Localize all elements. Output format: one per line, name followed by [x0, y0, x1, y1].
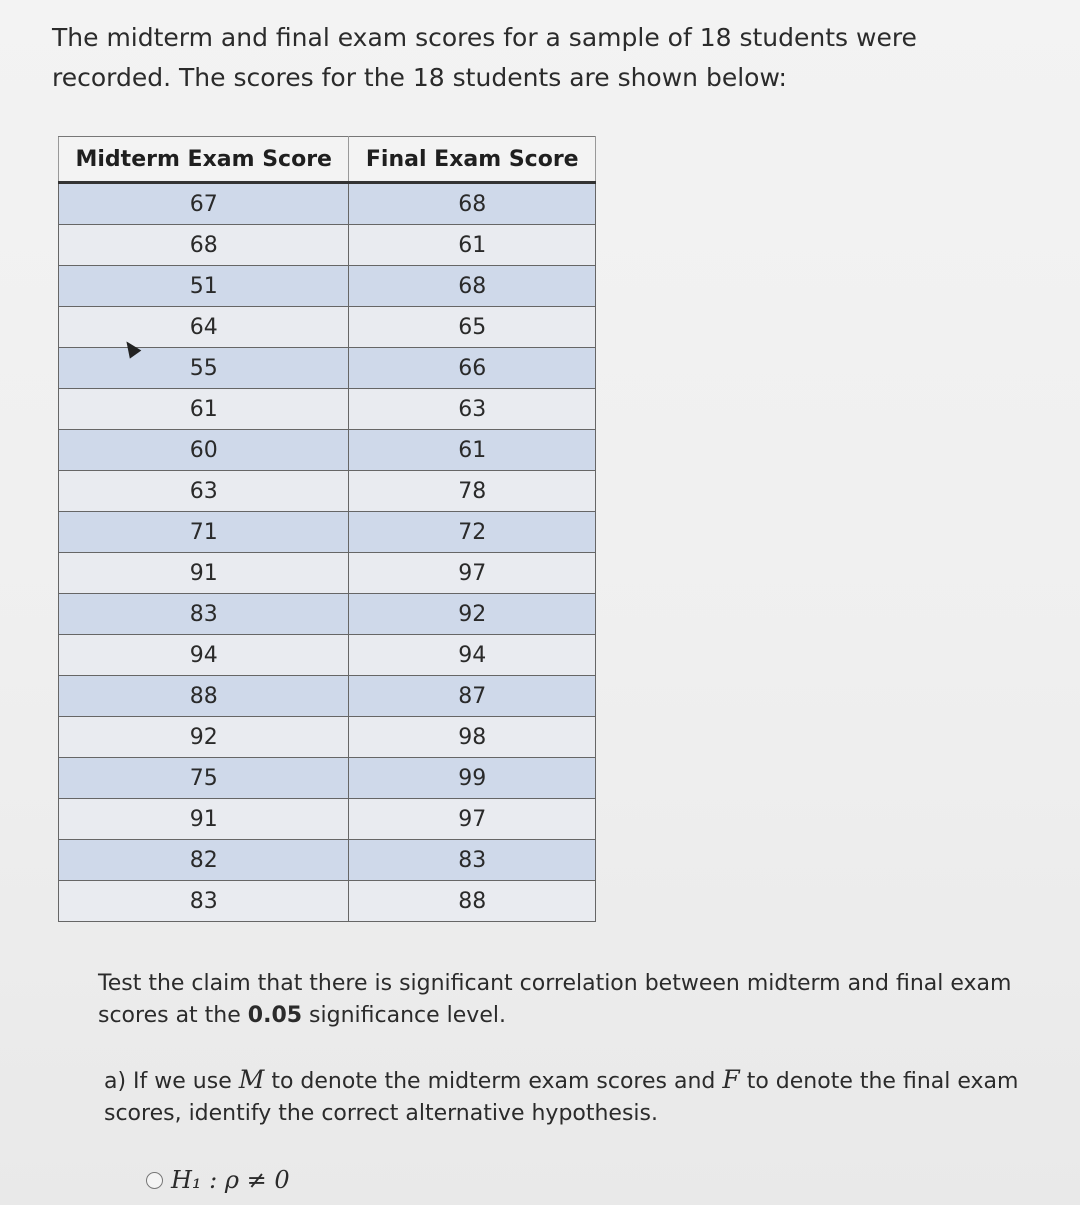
- table-row: [59, 471, 596, 512]
- midterm-score-cell: 68: [59, 225, 349, 266]
- table-row: [59, 840, 596, 881]
- table-row: [59, 799, 596, 840]
- midterm-score-cell: 55: [59, 348, 349, 389]
- midterm-score-cell: 91: [59, 799, 349, 840]
- final-score-cell: 92: [349, 594, 596, 635]
- table-row: [59, 676, 596, 717]
- significance-level: 0.05: [247, 1003, 303, 1028]
- question-part-1: a) If we use: [104, 1069, 239, 1094]
- midterm-score-cell: 64: [59, 307, 349, 348]
- midterm-score-cell: 82: [59, 840, 349, 881]
- midterm-score-cell: 67: [59, 183, 349, 225]
- table-row: [59, 512, 596, 553]
- table-row: [59, 183, 596, 225]
- scores-table: [58, 136, 596, 922]
- final-score-cell: 99: [349, 758, 596, 799]
- table-row: [59, 430, 596, 471]
- question-text: [104, 1064, 1034, 1130]
- table-row: [59, 225, 596, 266]
- midterm-score-cell: 83: [59, 594, 349, 635]
- question-part-3: to denote the final exam scores, identify the correct alternative hypothesis.: [104, 1069, 1019, 1126]
- midterm-score-cell: 92: [59, 717, 349, 758]
- midterm-score-cell: 51: [59, 266, 349, 307]
- final-score-cell: 83: [349, 840, 596, 881]
- final-score-cell: 98: [349, 717, 596, 758]
- table-row: [59, 881, 596, 922]
- final-score-cell: 87: [349, 676, 596, 717]
- hypothesis-option-label: H₁ : ρ ≠ 0: [171, 1166, 290, 1194]
- final-score-cell: 88: [349, 881, 596, 922]
- table-row: [59, 553, 596, 594]
- final-score-cell: 65: [349, 307, 596, 348]
- table-body: [59, 183, 596, 922]
- claim-text: [98, 968, 1028, 1032]
- table-row: [59, 389, 596, 430]
- table-row: [59, 758, 596, 799]
- table-row: [59, 594, 596, 635]
- question-part-2: to denote the midterm exam scores and: [264, 1069, 723, 1094]
- variable-f: F: [722, 1065, 740, 1094]
- final-score-cell: 68: [349, 266, 596, 307]
- final-score-cell: 68: [349, 183, 596, 225]
- final-score-cell: 66: [349, 348, 596, 389]
- header-midterm: Midterm Exam Score: [59, 137, 349, 183]
- table-row: [59, 307, 596, 348]
- table-header-row: [59, 137, 596, 183]
- table-row: [59, 266, 596, 307]
- final-score-cell: 97: [349, 799, 596, 840]
- claim-text-end: significance level.: [302, 1003, 506, 1028]
- final-score-cell: 61: [349, 225, 596, 266]
- midterm-score-cell: 61: [59, 389, 349, 430]
- table-row: [59, 717, 596, 758]
- final-score-cell: 94: [349, 635, 596, 676]
- hypothesis-option-1[interactable]: [146, 1166, 290, 1194]
- midterm-score-cell: 83: [59, 881, 349, 922]
- midterm-score-cell: 63: [59, 471, 349, 512]
- header-final: Final Exam Score: [349, 137, 596, 183]
- midterm-score-cell: 88: [59, 676, 349, 717]
- midterm-score-cell: 75: [59, 758, 349, 799]
- final-score-cell: 72: [349, 512, 596, 553]
- variable-m: M: [238, 1065, 265, 1094]
- final-score-cell: 78: [349, 471, 596, 512]
- midterm-score-cell: 60: [59, 430, 349, 471]
- midterm-score-cell: 71: [59, 512, 349, 553]
- midterm-score-cell: 94: [59, 635, 349, 676]
- scores-table-container: [58, 136, 596, 922]
- intro-text: The midterm and final exam scores for a sample of 18 students were recorded. The scores for the 18 students are shown below:: [52, 23, 917, 92]
- final-score-cell: 97: [349, 553, 596, 594]
- midterm-score-cell: 91: [59, 553, 349, 594]
- final-score-cell: 63: [349, 389, 596, 430]
- table-row: [59, 348, 596, 389]
- table-row: [59, 635, 596, 676]
- radio-button-icon[interactable]: [146, 1172, 163, 1189]
- final-score-cell: 61: [349, 430, 596, 471]
- claim-text-start: Test the claim that there is significant correlation between midterm and final exam scores at the: [98, 971, 1012, 1028]
